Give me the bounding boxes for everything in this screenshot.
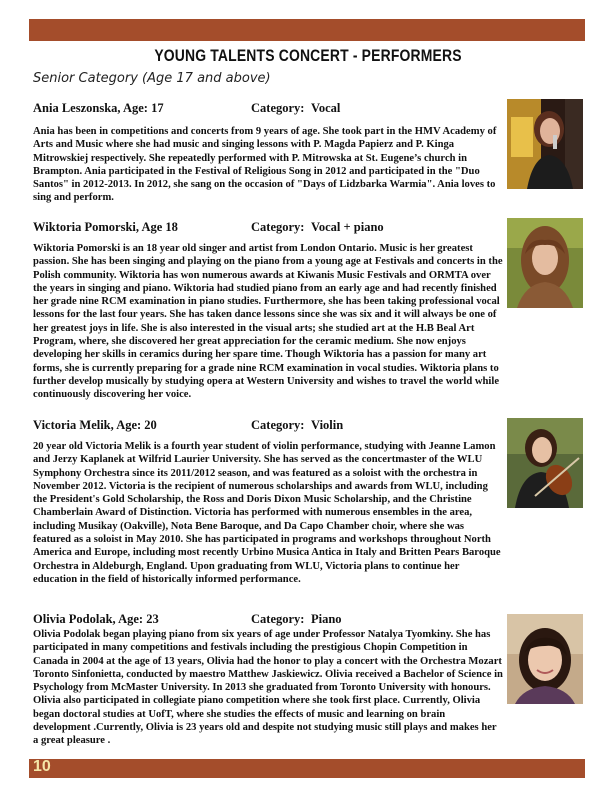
category-label: Category: — [251, 612, 305, 626]
performer-bio: Wiktoria Pomorski is an 18 year old singer and artist from London Ontario. Music is her greatest passion. She has been singing and playing on the piano from a young age at Festivals and concerts in the Polish community. Wiktoria has won numerous awards at Kiwanis Music Festivals and ORMTA over the years in singing and piano. Wiktoria had studied piano from an early age and had recently finished her grade nine RCM examination in piano studies. Furthermore, she has been taking professional vocal lessons for the last four years. She has taken dance lessons since she was six and it will always be one of her greatest joys in life. She is also interested in the visual arts; she studied art at the H.B Beal Art Program, where, she discovered her great appreciation for the ceramic medium. She now enjoys developing her skills in ceramics during her spare time. Though Wiktoria has a passion for many art forms, she is currently preparing for a grade nine RCM examination in vocal studies. Wiktoria plans to further develop musically by studying opera at Western University and wishes to travel the world while continuously discovering her voice. — [33, 243, 503, 401]
performer-bio: Olivia Podolak began playing piano from six years of age under Professor Natalya Tyomkiny. She has participated in many competitions and festivals including the prestigious Chopin Competition in Canada in 2004 at the age of 13 years, Olivia had the honor to play a concert with the Orchestra Mozart Toronto Sinfonietta, conducted by maestro Matthew Jaskiewicz. Olivia received a Bachelor of Science in Psychology from McMaster University. In 2013 she graduated from Toronto University with honours. Olivia also participated in collegiate piano competition where she took first place. Currently, Olivia began doctoral studies at UofT, where she studies the effects of music and learning on brain development .Currently, Olivia is 23 years old and despite not studying music still plays and makes her a great pleasure . — [33, 629, 503, 747]
category-value: Vocal — [311, 101, 341, 115]
performer-photo-wiktoria — [507, 218, 583, 308]
top-accent-bar — [29, 19, 585, 41]
performer-photo-olivia — [507, 614, 583, 704]
performer-name: Ania Leszonska, Age: 17 — [33, 101, 164, 115]
page-title: YOUNG TALENTS CONCERT - PERFORMERS — [154, 46, 462, 65]
performer-name: Olivia Podolak, Age: 23 — [33, 612, 159, 626]
category-label: Category: — [251, 220, 305, 234]
performer-photo-victoria — [507, 418, 583, 508]
performer-bio: 20 year old Victoria Melik is a fourth year student of violin performance, studying with Jeanne Lamon and Jerzy Kaplanek at Wilfrid Laurier University. She has served as the concertmaster of the WLU Symphony Orchestra since its 2011/2012 season, and was featured as a soloist with the orchestra in November 2012. Victoria is the recipient of numerous scholarships and awards from WLU, including the President's Gold Scholarship, the Ross and Doris Dixon Music Scholarship, and the Christine Chamberlain Award of Distinction. Victoria has performed with numerous ensembles in the area, including Musikay (Oakville), Nota Bene Baroque, and Da Capo Chamber choir, where she was featured as a soloist in May 2010. She has participated in programs and workshops throughout North America and Europe, including most recently Urbino Musica Antica in Italy and Britten Pears Baroque Orchestra in Aldeburgh, England. Upon graduating from WLU, Victoria plans to continue her education in the field of historically informed performance. — [33, 441, 501, 585]
performer-name: Victoria Melik, Age: 20 — [33, 418, 157, 432]
category-value: Piano — [311, 612, 342, 626]
performer-photo-ania — [507, 99, 583, 189]
category-label: Category: — [251, 418, 305, 432]
performer-bio: Ania has been in competitions and concerts from 9 years of age. She took part in the HMV Academy of Arts and Music where she had music and singing lessons with P. Magda Papierz and P. Kinga Mitrowskiej respectively. She repeatedly performed with P. Mitrowska at St. Eugene’s church in Brampton. Ania participated in the Festival of Religious Song in 2012 and participated in the "Duo Santos" in 2012-2013. In 2012, she sang on the occasion of "Days of Lidzbarka Warmia". Ania loves to sing and perform. — [33, 126, 497, 204]
category-value: Vocal + piano — [311, 220, 384, 234]
page-number: 10 — [33, 758, 51, 775]
category-value: Violin — [311, 418, 344, 432]
category-label: Category: — [251, 101, 305, 115]
category-subtitle: Senior Category (Age 17 and above) — [33, 71, 271, 86]
performer-name: Wiktoria Pomorski, Age 18 — [33, 220, 178, 234]
bottom-accent-bar — [29, 759, 585, 778]
